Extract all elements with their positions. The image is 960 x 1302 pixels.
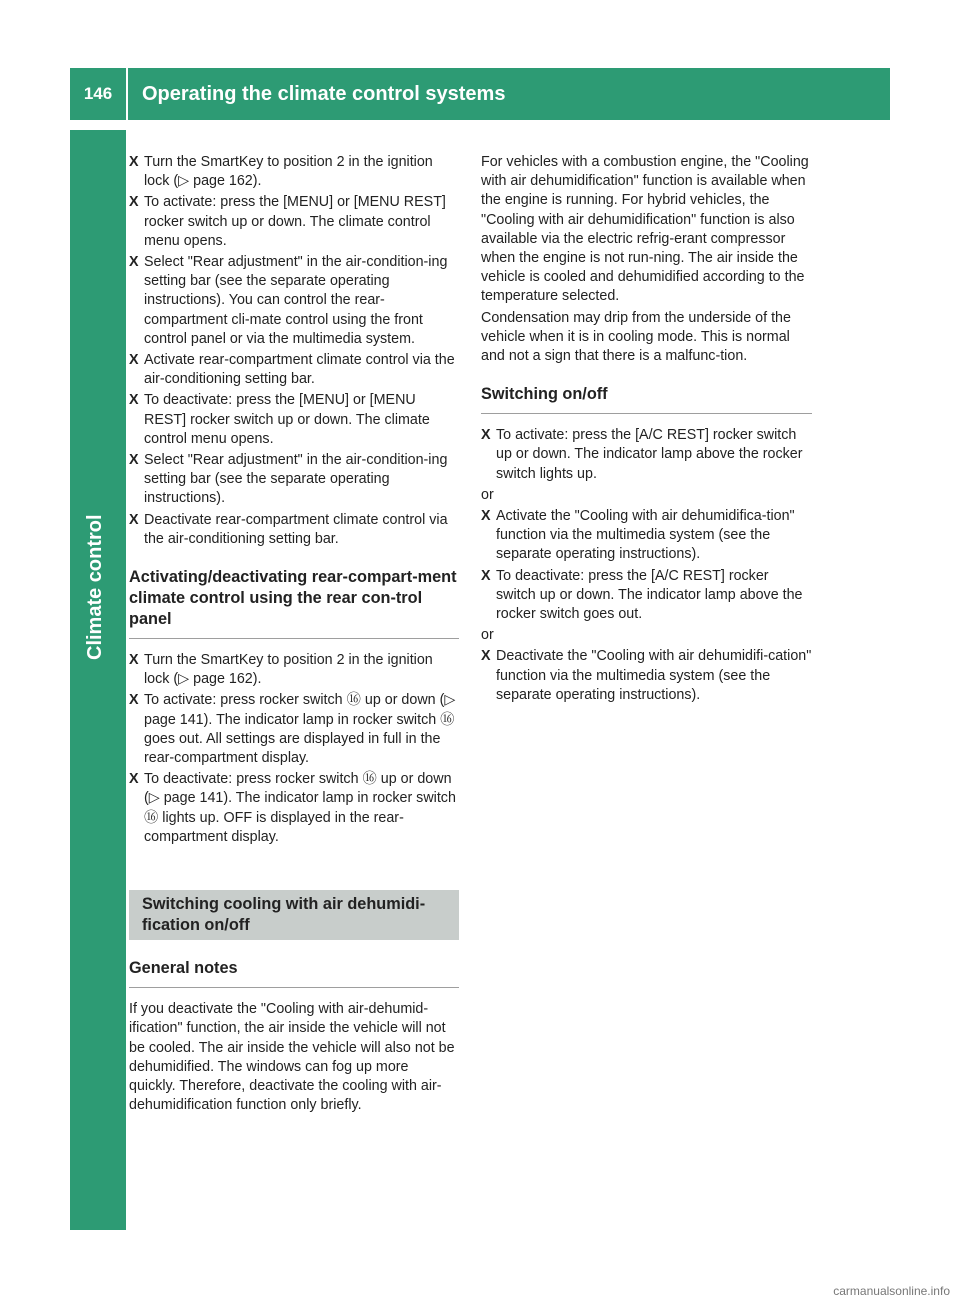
list-item: X To activate: press the [A/C REST] rocker switch up or down. The indicator lamp above the rocker switch lights up.	[481, 427, 803, 482]
paragraph: Condensation may drip from the underside of the vehicle when it is in cooling mode. This is normal and not a sign that there is a malfunc-tion.	[481, 309, 791, 365]
section-heading: Activating/deactivating rear-compart-ment climate control using the rear con-trol panel	[129, 567, 459, 639]
arrow-icon: X	[129, 692, 139, 709]
arrow-icon: X	[129, 392, 139, 409]
left-column	[129, 153, 459, 1117]
paragraph: For vehicles with a combustion engine, the "Cooling with air dehumidification" function is available when the engine is running. For hybrid vehicles, the "Cooling with air dehumidification" function is also available via the electric refrig-erant compressor when the engine is not run-ning. The air inside the vehicle is cooled and dehumidified according to the temperature selected.	[481, 154, 809, 305]
list-item: X To activate: press the [MENU] or [MENU REST] rocker switch up or down. The climate control menu opens.	[129, 194, 446, 249]
list-item: X Deactivate rear-compartment climate control via the air-conditioning setting bar.	[129, 511, 448, 547]
page-title: Operating the climate control systems	[142, 83, 506, 105]
list-item: X To activate: press rocker switch ⑯ up or down (▷ page 141). The indicator lamp in rocker switch ⑯ goes out. All settings are displayed in full in the rear-compartment display.	[129, 692, 456, 767]
list-item: X Deactivate the "Cooling with air dehumidifi-cation" function via the multimedia system (see the separate operating instructions).	[481, 648, 812, 703]
arrow-icon: X	[129, 194, 139, 211]
list-item: X Select "Rear adjustment" in the air-condition-ing setting bar (see the separate operating instructions).	[129, 452, 448, 507]
list-item: X Select "Rear adjustment" in the air-condition-ing setting bar (see the separate operating instructions). You can control the rear-compartment cli-mate control using the front control panel or via the multimedia system.	[129, 254, 448, 347]
arrow-icon: X	[481, 648, 491, 665]
arrow-icon: X	[129, 352, 139, 369]
side-tab	[70, 130, 126, 1230]
arrow-icon: X	[481, 427, 491, 444]
arrow-icon: X	[129, 511, 139, 528]
arrow-icon: X	[129, 652, 139, 669]
grey-section-heading: Switching cooling with air dehumidi-fication on/off	[129, 890, 459, 940]
side-tab-label: Climate control	[84, 514, 106, 660]
arrow-icon: X	[129, 771, 139, 788]
switch-list	[481, 426, 812, 705]
arrow-icon: X	[129, 254, 139, 271]
list-item: X To deactivate: press the [A/C REST] rocker switch up or down. The indicator lamp above the rocker switch goes out.	[481, 567, 803, 623]
list-item: X To deactivate: press rocker switch ⑯ up or down (▷ page 141). The indicator lamp in rocker switch ⑯ lights up. OFF is displayed in the rear-compartment display.	[129, 771, 456, 845]
list-item: X Activate the "Cooling with air dehumidifica-tion" function via the multimedia system (see the separate operating instructions).	[481, 508, 795, 563]
section-heading: Switching on/off	[481, 384, 812, 414]
arrow-icon: X	[481, 508, 491, 525]
watermark: carmanualsonline.info	[833, 1284, 950, 1298]
list-item: X Turn the SmartKey to position 2 in the ignition lock (▷ page 162).	[129, 154, 433, 190]
list-item: X Activate rear-compartment climate control via the air-conditioning setting bar.	[129, 352, 455, 388]
list-item: X Turn the SmartKey to position 2 in the ignition lock (▷ page 162).	[129, 652, 433, 688]
header-bar	[128, 68, 890, 120]
general-notes-text: If you deactivate the "Cooling with air-dehumid-ification" function, the air inside the vehicle will not be cooled. The air inside the vehicle will also not be dehumidified. The windows can fog up more quickly. Therefore, deactivate the cooling with air-dehumidification function only briefly.	[129, 1001, 455, 1114]
list-item: X To deactivate: press the [MENU] or [MENU REST] rocker switch up or down. The climate control menu opens.	[129, 392, 430, 447]
page-number: 146	[70, 68, 126, 120]
list-1	[129, 153, 459, 549]
arrow-icon: X	[481, 567, 491, 584]
right-column	[481, 153, 812, 707]
or-text: or	[481, 486, 494, 503]
or-text: or	[481, 627, 494, 644]
arrow-icon: X	[129, 154, 139, 170]
list-2	[129, 651, 459, 847]
arrow-icon: X	[129, 452, 139, 469]
section-heading: General notes	[129, 958, 459, 988]
